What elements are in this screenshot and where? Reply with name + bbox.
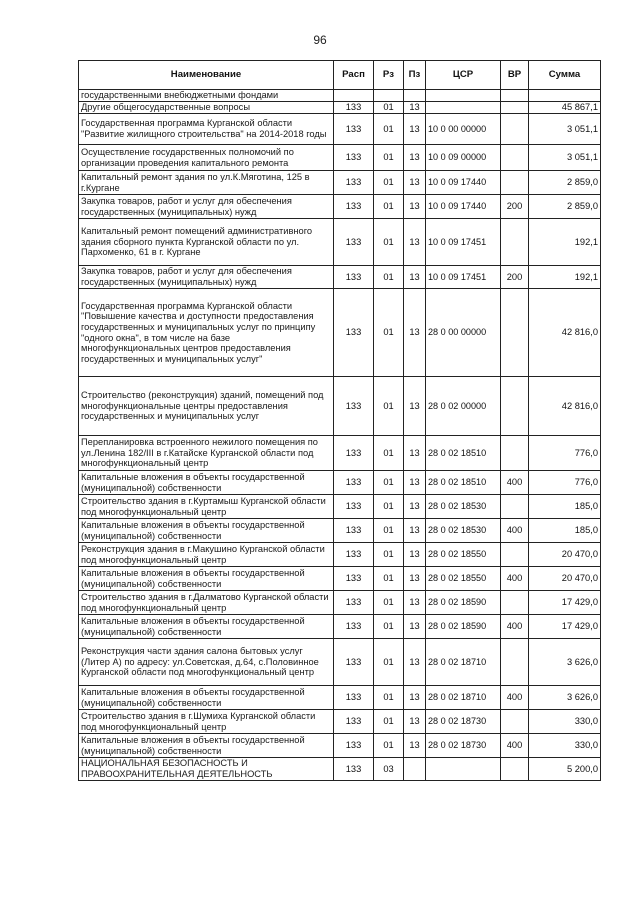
cell-name: Государственная программа Курганской области "Развитие жилищного строительства" на 2014-2018 годы (79, 114, 334, 145)
cell-rz: 01 (374, 567, 404, 591)
cell-rasp: 133 (334, 519, 374, 543)
cell-name: Капитальные вложения в объекты государственной (муниципальной) собственности (79, 567, 334, 591)
cell-csr: 28 0 00 00000 (426, 289, 501, 377)
table-body (79, 90, 601, 781)
budget-table (78, 60, 601, 781)
cell-rz: 01 (374, 639, 404, 686)
cell-sum: 185,0 (529, 495, 601, 519)
cell-sum (529, 90, 601, 102)
cell-pz: 13 (404, 591, 426, 615)
cell-rasp: 133 (334, 266, 374, 289)
cell-rasp (334, 90, 374, 102)
cell-pz: 13 (404, 436, 426, 471)
header-rz: Рз (374, 61, 404, 90)
cell-csr: 28 0 02 18550 (426, 543, 501, 567)
cell-csr: 10 0 00 00000 (426, 114, 501, 145)
cell-pz: 13 (404, 495, 426, 519)
cell-pz: 13 (404, 710, 426, 734)
cell-sum: 20 470,0 (529, 543, 601, 567)
cell-rasp: 133 (334, 114, 374, 145)
header-rasp: Расп (334, 61, 374, 90)
table-row (79, 686, 601, 710)
cell-name: Строительство здания в г.Далматово Курганской области под многофункциональный центр (79, 591, 334, 615)
cell-vr (501, 377, 529, 436)
cell-name: Капитальные вложения в объекты государственной (муниципальной) собственности (79, 471, 334, 495)
cell-name: Перепланировка встроенного нежилого помещения по ул.Ленина 182/III в г.Катайске Курганской области под многофункциональный центр (79, 436, 334, 471)
cell-pz: 13 (404, 266, 426, 289)
cell-name: Капитальный ремонт здания по ул.К.Мяготина, 125 в г.Кургане (79, 171, 334, 195)
cell-rasp: 133 (334, 102, 374, 114)
cell-csr (426, 90, 501, 102)
cell-name: государственными внебюджетными фондами (79, 90, 334, 102)
cell-pz: 13 (404, 114, 426, 145)
cell-vr: 400 (501, 734, 529, 758)
table-row (79, 90, 601, 102)
table-row (79, 495, 601, 519)
cell-sum: 17 429,0 (529, 615, 601, 639)
cell-vr: 400 (501, 686, 529, 710)
cell-sum: 42 816,0 (529, 289, 601, 377)
cell-rz: 01 (374, 171, 404, 195)
cell-rz: 01 (374, 195, 404, 219)
cell-rasp: 133 (334, 615, 374, 639)
cell-pz (404, 90, 426, 102)
cell-vr (501, 102, 529, 114)
cell-name: Капитальные вложения в объекты государственной (муниципальной) собственности (79, 734, 334, 758)
cell-sum: 2 859,0 (529, 195, 601, 219)
table-row (79, 639, 601, 686)
cell-rasp: 133 (334, 289, 374, 377)
cell-rz: 01 (374, 145, 404, 171)
cell-pz: 13 (404, 734, 426, 758)
cell-pz: 13 (404, 145, 426, 171)
cell-rasp: 133 (334, 639, 374, 686)
cell-sum: 20 470,0 (529, 567, 601, 591)
cell-rz: 01 (374, 114, 404, 145)
cell-csr: 28 0 02 18730 (426, 710, 501, 734)
cell-csr: 10 0 09 17451 (426, 219, 501, 266)
cell-csr: 10 0 09 17440 (426, 195, 501, 219)
cell-pz: 13 (404, 102, 426, 114)
cell-csr: 28 0 02 18510 (426, 471, 501, 495)
cell-csr: 28 0 02 00000 (426, 377, 501, 436)
cell-pz: 13 (404, 171, 426, 195)
page-number: 96 (313, 33, 327, 47)
cell-rz: 01 (374, 102, 404, 114)
cell-pz: 13 (404, 686, 426, 710)
cell-name: Строительство (реконструкция) зданий, помещений под многофункциональные центры предоставления государственных и муниципальных услуг (79, 377, 334, 436)
cell-pz: 13 (404, 471, 426, 495)
header-csr: ЦСР (426, 61, 501, 90)
cell-vr (501, 710, 529, 734)
cell-rasp: 133 (334, 686, 374, 710)
cell-rasp: 133 (334, 219, 374, 266)
cell-sum: 42 816,0 (529, 377, 601, 436)
cell-csr: 28 0 02 18550 (426, 567, 501, 591)
cell-pz: 13 (404, 289, 426, 377)
cell-rz: 01 (374, 734, 404, 758)
cell-name: Строительство здания в г.Куртамыш Курганской области под многофункциональный центр (79, 495, 334, 519)
cell-pz: 13 (404, 639, 426, 686)
header-pz: Пз (404, 61, 426, 90)
cell-rasp: 133 (334, 495, 374, 519)
cell-vr: 400 (501, 471, 529, 495)
cell-csr: 28 0 02 18710 (426, 686, 501, 710)
cell-rz: 01 (374, 519, 404, 543)
cell-sum: 776,0 (529, 436, 601, 471)
cell-rasp: 133 (334, 377, 374, 436)
cell-rz: 01 (374, 377, 404, 436)
cell-rasp: 133 (334, 436, 374, 471)
cell-vr (501, 219, 529, 266)
cell-rasp: 133 (334, 567, 374, 591)
cell-csr: 28 0 02 18710 (426, 639, 501, 686)
cell-name: Государственная программа Курганской области "Повышение качества и доступности предоставления государственных и муниципальных услуг по принципу "одного окна", в том числе на базе многофункциональных центров предоставления государственных и муниципальных услуг" (79, 289, 334, 377)
table-row (79, 615, 601, 639)
cell-vr (501, 145, 529, 171)
cell-sum: 330,0 (529, 734, 601, 758)
cell-rz: 01 (374, 591, 404, 615)
cell-vr (501, 591, 529, 615)
table-row (79, 567, 601, 591)
cell-sum: 3 051,1 (529, 145, 601, 171)
cell-vr: 400 (501, 567, 529, 591)
cell-csr (426, 758, 501, 781)
cell-sum: 192,1 (529, 266, 601, 289)
cell-rz: 01 (374, 543, 404, 567)
cell-rz: 01 (374, 289, 404, 377)
cell-name: Закупка товаров, работ и услуг для обеспечения государственных (муниципальных) нужд (79, 195, 334, 219)
cell-name: Строительство здания в г.Шумиха Курганской области под многофункциональный центр (79, 710, 334, 734)
cell-sum: 776,0 (529, 471, 601, 495)
cell-csr: 10 0 09 17451 (426, 266, 501, 289)
table-row (79, 543, 601, 567)
cell-csr: 28 0 02 18510 (426, 436, 501, 471)
table-row (79, 377, 601, 436)
header-sum: Сумма (529, 61, 601, 90)
cell-vr (501, 289, 529, 377)
cell-rz: 01 (374, 436, 404, 471)
cell-sum: 45 867,1 (529, 102, 601, 114)
cell-name: Капитальные вложения в объекты государственной (муниципальной) собственности (79, 519, 334, 543)
cell-csr: 28 0 02 18730 (426, 734, 501, 758)
cell-pz: 13 (404, 377, 426, 436)
table-row (79, 289, 601, 377)
cell-rz: 01 (374, 219, 404, 266)
cell-sum: 3 051,1 (529, 114, 601, 145)
cell-sum: 192,1 (529, 219, 601, 266)
table-row (79, 471, 601, 495)
cell-vr: 400 (501, 615, 529, 639)
cell-pz: 13 (404, 519, 426, 543)
cell-name: Закупка товаров, работ и услуг для обеспечения государственных (муниципальных) нужд (79, 266, 334, 289)
cell-rasp: 133 (334, 195, 374, 219)
cell-pz (404, 758, 426, 781)
cell-rz: 01 (374, 471, 404, 495)
cell-vr: 200 (501, 195, 529, 219)
cell-csr: 10 0 09 17440 (426, 171, 501, 195)
cell-rasp: 133 (334, 471, 374, 495)
cell-pz: 13 (404, 219, 426, 266)
cell-vr: 400 (501, 519, 529, 543)
cell-pz: 13 (404, 567, 426, 591)
cell-rz: 01 (374, 686, 404, 710)
cell-rz: 03 (374, 758, 404, 781)
cell-rz: 01 (374, 495, 404, 519)
cell-name: Капитальный ремонт помещений административного здания сборного пункта Курганской области по ул. Пархоменко, 61 в г. Кургане (79, 219, 334, 266)
cell-pz: 13 (404, 615, 426, 639)
cell-sum: 5 200,0 (529, 758, 601, 781)
cell-sum: 330,0 (529, 710, 601, 734)
cell-vr (501, 639, 529, 686)
cell-pz: 13 (404, 543, 426, 567)
cell-sum: 185,0 (529, 519, 601, 543)
cell-csr (426, 102, 501, 114)
cell-vr (501, 495, 529, 519)
cell-vr: 200 (501, 266, 529, 289)
cell-vr (501, 114, 529, 145)
cell-rz: 01 (374, 266, 404, 289)
cell-csr: 28 0 02 18590 (426, 615, 501, 639)
table-row (79, 758, 601, 781)
cell-csr: 28 0 02 18590 (426, 591, 501, 615)
cell-sum: 17 429,0 (529, 591, 601, 615)
cell-sum: 2 859,0 (529, 171, 601, 195)
cell-name: Капитальные вложения в объекты государственной (муниципальной) собственности (79, 615, 334, 639)
cell-name: НАЦИОНАЛЬНАЯ БЕЗОПАСНОСТЬ И ПРАВООХРАНИТЕЛЬНАЯ ДЕЯТЕЛЬНОСТЬ (79, 758, 334, 781)
cell-name: Другие общегосударственные вопросы (79, 102, 334, 114)
cell-name: Реконструкция части здания салона бытовых услуг (Литер А) по адресу: ул.Советская, д.64, с.Половинное Курганской области под многофункциональный центр (79, 639, 334, 686)
table-row (79, 145, 601, 171)
cell-rasp: 133 (334, 758, 374, 781)
table-header (79, 61, 601, 90)
table-row (79, 195, 601, 219)
cell-name: Реконструкция здания в г.Макушино Курганской области под многофункциональный центр (79, 543, 334, 567)
cell-vr (501, 543, 529, 567)
cell-sum: 3 626,0 (529, 686, 601, 710)
cell-rz: 01 (374, 710, 404, 734)
cell-vr (501, 90, 529, 102)
table-row (79, 219, 601, 266)
header-name: Наименование (79, 61, 334, 90)
cell-csr: 28 0 02 18530 (426, 519, 501, 543)
table-row (79, 591, 601, 615)
table-row (79, 436, 601, 471)
header-row (79, 61, 601, 90)
cell-rasp: 133 (334, 171, 374, 195)
cell-rasp: 133 (334, 145, 374, 171)
header-vr: ВР (501, 61, 529, 90)
table-row (79, 114, 601, 145)
cell-rz: 01 (374, 615, 404, 639)
cell-rasp: 133 (334, 734, 374, 758)
cell-name: Капитальные вложения в объекты государственной (муниципальной) собственности (79, 686, 334, 710)
table-row (79, 171, 601, 195)
cell-sum: 3 626,0 (529, 639, 601, 686)
cell-name: Осуществление государственных полномочий по организации проведения капитального ремонта (79, 145, 334, 171)
cell-rasp: 133 (334, 591, 374, 615)
table-row (79, 734, 601, 758)
table-row (79, 102, 601, 114)
cell-csr: 28 0 02 18530 (426, 495, 501, 519)
cell-vr (501, 171, 529, 195)
table-row (79, 519, 601, 543)
cell-rasp: 133 (334, 543, 374, 567)
cell-pz: 13 (404, 195, 426, 219)
cell-rasp: 133 (334, 710, 374, 734)
cell-csr: 10 0 09 00000 (426, 145, 501, 171)
cell-rz (374, 90, 404, 102)
cell-vr (501, 758, 529, 781)
cell-vr (501, 436, 529, 471)
table-row (79, 266, 601, 289)
table-row (79, 710, 601, 734)
